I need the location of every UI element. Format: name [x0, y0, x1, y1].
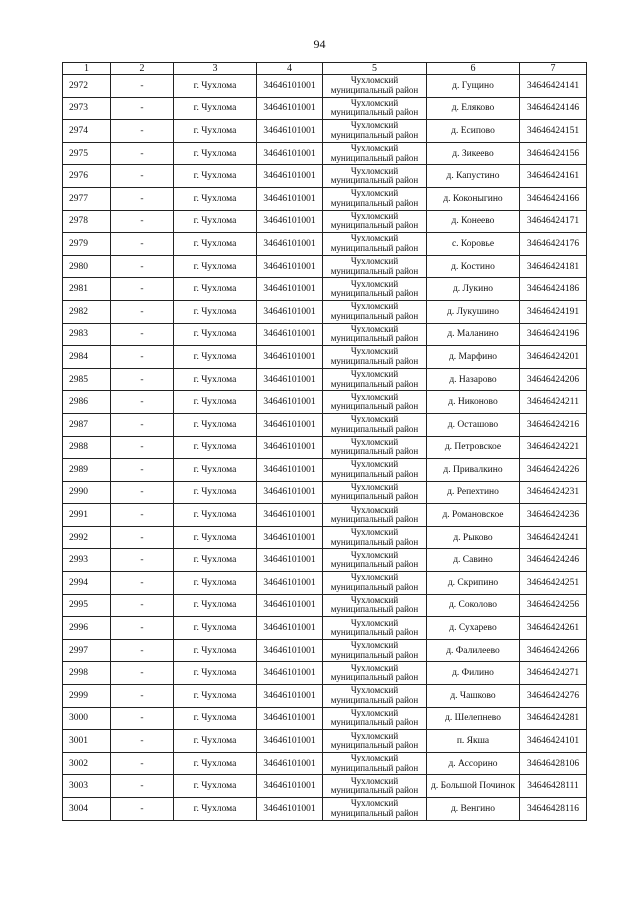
city-cell: г. Чухлома — [174, 255, 257, 278]
city-code-cell: 34646101001 — [257, 368, 323, 391]
district-cell: Чухломский муниципальный район — [323, 617, 427, 640]
table-row — [63, 300, 587, 323]
city-cell: г. Чухлома — [174, 617, 257, 640]
settlement-code-cell: 34646424171 — [520, 210, 587, 233]
row-number-cell: 3002 — [63, 752, 111, 775]
column-header-3: 3 — [174, 63, 257, 75]
settlement-code-cell: 34646424166 — [520, 187, 587, 210]
city-code-cell: 34646101001 — [257, 639, 323, 662]
dash-cell: - — [111, 278, 174, 301]
settlement-cell: д. Ассорино — [427, 752, 520, 775]
dash-cell: - — [111, 187, 174, 210]
district-cell: Чухломский муниципальный район — [323, 210, 427, 233]
settlement-cell: д. Савино — [427, 549, 520, 572]
city-code-cell: 34646101001 — [257, 798, 323, 821]
settlement-code-cell: 34646424276 — [520, 685, 587, 708]
district-cell: Чухломский муниципальный район — [323, 233, 427, 256]
city-code-cell: 34646101001 — [257, 97, 323, 120]
column-header-6: 6 — [427, 63, 520, 75]
city-code-cell: 34646101001 — [257, 391, 323, 414]
city-code-cell: 34646101001 — [257, 707, 323, 730]
city-cell: г. Чухлома — [174, 300, 257, 323]
settlement-code-cell: 34646424186 — [520, 278, 587, 301]
city-code-cell: 34646101001 — [257, 594, 323, 617]
dash-cell: - — [111, 798, 174, 821]
district-cell: Чухломский муниципальный район — [323, 685, 427, 708]
city-code-cell: 34646101001 — [257, 323, 323, 346]
settlement-cell: д. Конеево — [427, 210, 520, 233]
settlement-code-cell: 34646424201 — [520, 346, 587, 369]
table-row — [63, 504, 587, 527]
settlement-code-cell: 34646424226 — [520, 459, 587, 482]
settlement-cell: д. Репехтино — [427, 481, 520, 504]
settlement-code-cell: 34646424141 — [520, 75, 587, 98]
table-row — [63, 707, 587, 730]
dash-cell: - — [111, 142, 174, 165]
city-cell: г. Чухлома — [174, 233, 257, 256]
row-number-cell: 2997 — [63, 639, 111, 662]
city-cell: г. Чухлома — [174, 413, 257, 436]
settlement-code-cell: 34646424231 — [520, 481, 587, 504]
table-header-row — [63, 63, 587, 75]
city-cell: г. Чухлома — [174, 707, 257, 730]
table-row — [63, 233, 587, 256]
column-header-2: 2 — [111, 63, 174, 75]
row-number-cell: 2978 — [63, 210, 111, 233]
settlement-cell: д. Сухарево — [427, 617, 520, 640]
district-cell: Чухломский муниципальный район — [323, 459, 427, 482]
city-cell: г. Чухлома — [174, 142, 257, 165]
table-row — [63, 120, 587, 143]
table-row — [63, 165, 587, 188]
district-cell: Чухломский муниципальный район — [323, 323, 427, 346]
city-cell: г. Чухлома — [174, 165, 257, 188]
settlement-cell: д. Есипово — [427, 120, 520, 143]
table-row — [63, 187, 587, 210]
row-number-cell: 2979 — [63, 233, 111, 256]
city-code-cell: 34646101001 — [257, 481, 323, 504]
table-row — [63, 391, 587, 414]
city-cell: г. Чухлома — [174, 323, 257, 346]
city-code-cell: 34646101001 — [257, 142, 323, 165]
settlement-cell: д. Зикеево — [427, 142, 520, 165]
registry-table — [62, 62, 587, 821]
city-code-cell: 34646101001 — [257, 752, 323, 775]
dash-cell: - — [111, 300, 174, 323]
city-code-cell: 34646101001 — [257, 775, 323, 798]
settlement-cell: д. Чашково — [427, 685, 520, 708]
city-code-cell: 34646101001 — [257, 617, 323, 640]
settlement-code-cell: 34646428111 — [520, 775, 587, 798]
dash-cell: - — [111, 572, 174, 595]
settlement-code-cell: 34646424176 — [520, 233, 587, 256]
row-number-cell: 2995 — [63, 594, 111, 617]
settlement-cell: д. Никоново — [427, 391, 520, 414]
city-cell: г. Чухлома — [174, 368, 257, 391]
district-cell: Чухломский муниципальный район — [323, 391, 427, 414]
city-code-cell: 34646101001 — [257, 210, 323, 233]
row-number-cell: 2973 — [63, 97, 111, 120]
dash-cell: - — [111, 413, 174, 436]
city-code-cell: 34646101001 — [257, 413, 323, 436]
table-row — [63, 142, 587, 165]
table-row — [63, 278, 587, 301]
district-cell: Чухломский муниципальный район — [323, 481, 427, 504]
city-code-cell: 34646101001 — [257, 278, 323, 301]
table-row — [63, 526, 587, 549]
city-code-cell: 34646101001 — [257, 255, 323, 278]
row-number-cell: 2992 — [63, 526, 111, 549]
dash-cell: - — [111, 481, 174, 504]
city-code-cell: 34646101001 — [257, 436, 323, 459]
settlement-cell: д. Лукино — [427, 278, 520, 301]
city-cell: г. Чухлома — [174, 572, 257, 595]
city-cell: г. Чухлома — [174, 639, 257, 662]
dash-cell: - — [111, 346, 174, 369]
settlement-code-cell: 34646424266 — [520, 639, 587, 662]
city-cell: г. Чухлома — [174, 436, 257, 459]
table-row — [63, 323, 587, 346]
row-number-cell: 2983 — [63, 323, 111, 346]
settlement-cell: д. Назарово — [427, 368, 520, 391]
row-number-cell: 2980 — [63, 255, 111, 278]
settlement-code-cell: 34646424146 — [520, 97, 587, 120]
city-cell: г. Чухлома — [174, 752, 257, 775]
dash-cell: - — [111, 323, 174, 346]
city-cell: г. Чухлома — [174, 459, 257, 482]
district-cell: Чухломский муниципальный район — [323, 97, 427, 120]
row-number-cell: 2972 — [63, 75, 111, 98]
city-code-cell: 34646101001 — [257, 572, 323, 595]
settlement-cell: д. Привалкино — [427, 459, 520, 482]
settlement-code-cell: 34646424241 — [520, 526, 587, 549]
dash-cell: - — [111, 255, 174, 278]
column-header-1: 1 — [63, 63, 111, 75]
settlement-cell: д. Еляково — [427, 97, 520, 120]
city-code-cell: 34646101001 — [257, 120, 323, 143]
settlement-cell: д. Лукушино — [427, 300, 520, 323]
settlement-cell: п. Якша — [427, 730, 520, 753]
district-cell: Чухломский муниципальный район — [323, 300, 427, 323]
settlement-cell: д. Венгино — [427, 798, 520, 821]
city-cell: г. Чухлома — [174, 346, 257, 369]
district-cell: Чухломский муниципальный район — [323, 549, 427, 572]
city-cell: г. Чухлома — [174, 481, 257, 504]
table-row — [63, 97, 587, 120]
district-cell: Чухломский муниципальный район — [323, 572, 427, 595]
row-number-cell: 2988 — [63, 436, 111, 459]
settlement-code-cell: 34646424161 — [520, 165, 587, 188]
district-cell: Чухломский муниципальный район — [323, 707, 427, 730]
table-row — [63, 459, 587, 482]
settlement-cell: д. Соколово — [427, 594, 520, 617]
row-number-cell: 2991 — [63, 504, 111, 527]
city-code-cell: 34646101001 — [257, 504, 323, 527]
table-row — [63, 639, 587, 662]
district-cell: Чухломский муниципальный район — [323, 187, 427, 210]
district-cell: Чухломский муниципальный район — [323, 120, 427, 143]
row-number-cell: 2989 — [63, 459, 111, 482]
district-cell: Чухломский муниципальный район — [323, 798, 427, 821]
dash-cell: - — [111, 594, 174, 617]
settlement-cell: с. Коровье — [427, 233, 520, 256]
district-cell: Чухломский муниципальный район — [323, 662, 427, 685]
dash-cell: - — [111, 165, 174, 188]
city-cell: г. Чухлома — [174, 526, 257, 549]
table-row — [63, 572, 587, 595]
dash-cell: - — [111, 436, 174, 459]
row-number-cell: 2993 — [63, 549, 111, 572]
settlement-code-cell: 34646424251 — [520, 572, 587, 595]
table-row — [63, 436, 587, 459]
settlement-code-cell: 34646424101 — [520, 730, 587, 753]
city-cell: г. Чухлома — [174, 210, 257, 233]
district-cell: Чухломский муниципальный район — [323, 775, 427, 798]
dash-cell: - — [111, 752, 174, 775]
row-number-cell: 2984 — [63, 346, 111, 369]
city-cell: г. Чухлома — [174, 775, 257, 798]
dash-cell: - — [111, 459, 174, 482]
district-cell: Чухломский муниципальный район — [323, 526, 427, 549]
settlement-code-cell: 34646424256 — [520, 594, 587, 617]
settlement-cell: д. Скрипино — [427, 572, 520, 595]
city-cell: г. Чухлома — [174, 97, 257, 120]
city-cell: г. Чухлома — [174, 187, 257, 210]
row-number-cell: 3001 — [63, 730, 111, 753]
district-cell: Чухломский муниципальный район — [323, 436, 427, 459]
row-number-cell: 2976 — [63, 165, 111, 188]
settlement-code-cell: 34646424211 — [520, 391, 587, 414]
settlement-cell: д. Шелепнево — [427, 707, 520, 730]
row-number-cell: 2987 — [63, 413, 111, 436]
row-number-cell: 2999 — [63, 685, 111, 708]
district-cell: Чухломский муниципальный район — [323, 504, 427, 527]
district-cell: Чухломский муниципальный район — [323, 165, 427, 188]
row-number-cell: 2998 — [63, 662, 111, 685]
dash-cell: - — [111, 639, 174, 662]
settlement-code-cell: 34646424181 — [520, 255, 587, 278]
row-number-cell: 3000 — [63, 707, 111, 730]
column-header-7: 7 — [520, 63, 587, 75]
city-code-cell: 34646101001 — [257, 187, 323, 210]
table-row — [63, 594, 587, 617]
settlement-code-cell: 34646428116 — [520, 798, 587, 821]
settlement-cell: д. Фалилеево — [427, 639, 520, 662]
row-number-cell: 2994 — [63, 572, 111, 595]
settlement-code-cell: 34646424261 — [520, 617, 587, 640]
dash-cell: - — [111, 97, 174, 120]
row-number-cell: 2975 — [63, 142, 111, 165]
row-number-cell: 3003 — [63, 775, 111, 798]
row-number-cell: 2981 — [63, 278, 111, 301]
settlement-cell: д. Костино — [427, 255, 520, 278]
city-code-cell: 34646101001 — [257, 459, 323, 482]
column-header-5: 5 — [323, 63, 427, 75]
district-cell: Чухломский муниципальный район — [323, 142, 427, 165]
settlement-cell: д. Капустино — [427, 165, 520, 188]
district-cell: Чухломский муниципальный район — [323, 639, 427, 662]
table-row — [63, 210, 587, 233]
dash-cell: - — [111, 662, 174, 685]
table-row — [63, 481, 587, 504]
table-row — [63, 368, 587, 391]
city-code-cell: 34646101001 — [257, 662, 323, 685]
dash-cell: - — [111, 391, 174, 414]
dash-cell: - — [111, 120, 174, 143]
dash-cell: - — [111, 685, 174, 708]
district-cell: Чухломский муниципальный район — [323, 255, 427, 278]
row-number-cell: 3004 — [63, 798, 111, 821]
dash-cell: - — [111, 233, 174, 256]
dash-cell: - — [111, 775, 174, 798]
city-code-cell: 34646101001 — [257, 730, 323, 753]
city-cell: г. Чухлома — [174, 504, 257, 527]
row-number-cell: 2985 — [63, 368, 111, 391]
dash-cell: - — [111, 526, 174, 549]
city-code-cell: 34646101001 — [257, 165, 323, 188]
settlement-code-cell: 34646424216 — [520, 413, 587, 436]
dash-cell: - — [111, 730, 174, 753]
table-body — [63, 63, 587, 821]
settlement-cell: д. Маланино — [427, 323, 520, 346]
table-row — [63, 255, 587, 278]
district-cell: Чухломский муниципальный район — [323, 75, 427, 98]
city-cell: г. Чухлома — [174, 278, 257, 301]
settlement-cell: д. Рыково — [427, 526, 520, 549]
city-code-cell: 34646101001 — [257, 346, 323, 369]
table-row — [63, 685, 587, 708]
table-row — [63, 413, 587, 436]
dash-cell: - — [111, 75, 174, 98]
table-row — [63, 752, 587, 775]
city-cell: г. Чухлома — [174, 120, 257, 143]
district-cell: Чухломский муниципальный район — [323, 594, 427, 617]
city-code-cell: 34646101001 — [257, 300, 323, 323]
district-cell: Чухломский муниципальный район — [323, 730, 427, 753]
settlement-code-cell: 34646424271 — [520, 662, 587, 685]
city-code-cell: 34646101001 — [257, 549, 323, 572]
column-header-4: 4 — [257, 63, 323, 75]
settlement-cell: д. Филино — [427, 662, 520, 685]
city-cell: г. Чухлома — [174, 798, 257, 821]
settlement-code-cell: 34646424151 — [520, 120, 587, 143]
row-number-cell: 2974 — [63, 120, 111, 143]
district-cell: Чухломский муниципальный район — [323, 752, 427, 775]
row-number-cell: 2996 — [63, 617, 111, 640]
settlement-code-cell: 34646424206 — [520, 368, 587, 391]
settlement-cell: д. Большой Починок — [427, 775, 520, 798]
table-row — [63, 346, 587, 369]
city-code-cell: 34646101001 — [257, 685, 323, 708]
city-cell: г. Чухлома — [174, 730, 257, 753]
dash-cell: - — [111, 504, 174, 527]
district-cell: Чухломский муниципальный район — [323, 368, 427, 391]
settlement-code-cell: 34646424221 — [520, 436, 587, 459]
settlement-code-cell: 34646424281 — [520, 707, 587, 730]
city-code-cell: 34646101001 — [257, 233, 323, 256]
city-cell: г. Чухлома — [174, 685, 257, 708]
settlement-code-cell: 34646424191 — [520, 300, 587, 323]
settlement-code-cell: 34646428106 — [520, 752, 587, 775]
dash-cell: - — [111, 368, 174, 391]
settlement-code-cell: 34646424196 — [520, 323, 587, 346]
settlement-cell: д. Осташово — [427, 413, 520, 436]
city-code-cell: 34646101001 — [257, 75, 323, 98]
city-cell: г. Чухлома — [174, 594, 257, 617]
settlement-cell: д. Петровское — [427, 436, 520, 459]
dash-cell: - — [111, 549, 174, 572]
settlement-code-cell: 34646424236 — [520, 504, 587, 527]
settlement-code-cell: 34646424156 — [520, 142, 587, 165]
dash-cell: - — [111, 210, 174, 233]
dash-cell: - — [111, 617, 174, 640]
district-cell: Чухломский муниципальный район — [323, 413, 427, 436]
district-cell: Чухломский муниципальный район — [323, 346, 427, 369]
dash-cell: - — [111, 707, 174, 730]
city-cell: г. Чухлома — [174, 391, 257, 414]
settlement-code-cell: 34646424246 — [520, 549, 587, 572]
row-number-cell: 2977 — [63, 187, 111, 210]
city-cell: г. Чухлома — [174, 662, 257, 685]
city-code-cell: 34646101001 — [257, 526, 323, 549]
table-row — [63, 662, 587, 685]
row-number-cell: 2990 — [63, 481, 111, 504]
table-row — [63, 617, 587, 640]
page-number: 94 — [313, 37, 326, 51]
table-row — [63, 549, 587, 572]
row-number-cell: 2986 — [63, 391, 111, 414]
city-cell: г. Чухлома — [174, 75, 257, 98]
district-cell: Чухломский муниципальный район — [323, 278, 427, 301]
row-number-cell: 2982 — [63, 300, 111, 323]
settlement-cell: д. Романовское — [427, 504, 520, 527]
city-cell: г. Чухлома — [174, 549, 257, 572]
table-row — [63, 75, 587, 98]
settlement-cell: д. Коконыгино — [427, 187, 520, 210]
table-row — [63, 775, 587, 798]
table-row — [63, 730, 587, 753]
settlement-cell: д. Марфино — [427, 346, 520, 369]
settlement-cell: д. Гущино — [427, 75, 520, 98]
table-row — [63, 798, 587, 821]
